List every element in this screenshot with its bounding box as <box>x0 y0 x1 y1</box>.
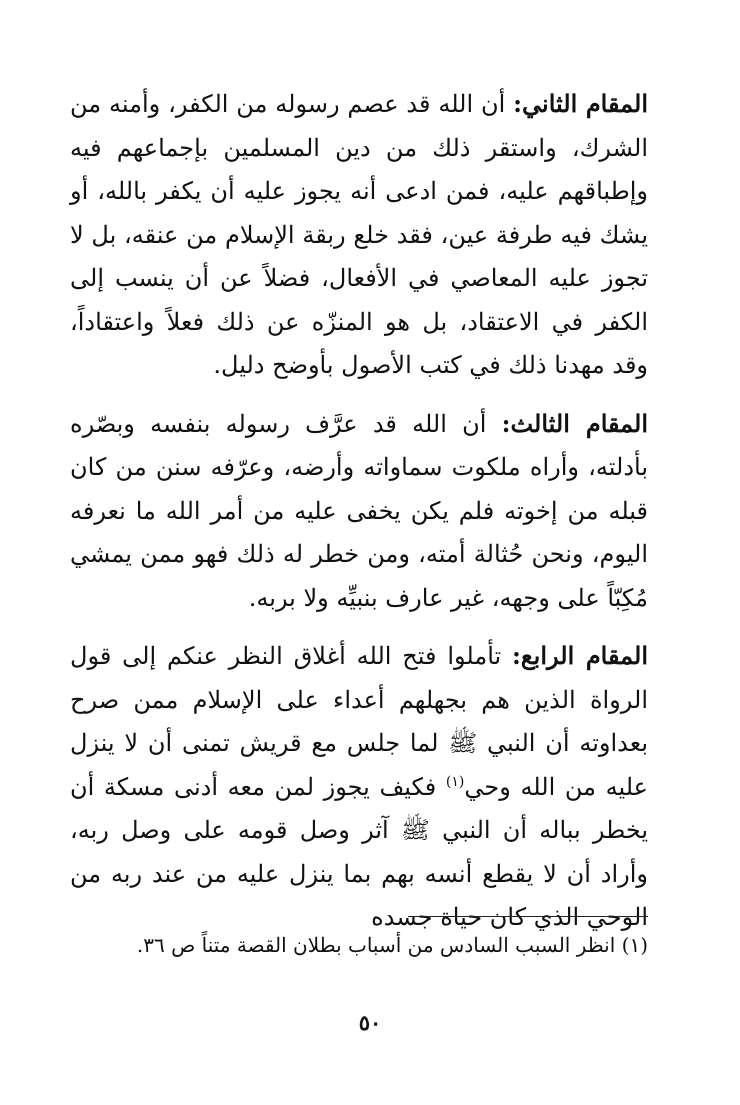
paragraph-heading: المقام الثالث: <box>501 408 649 438</box>
paragraph-body: أن الله قد عرَّف رسوله بنفسه وبصّره بأدلته، وأراه ملكوت سماواته وأرضه، وعرّفه سنن من كان قبله من إخوته فلم يكن يخفى عليه من أمر الله ما نعرفه اليوم، ونحن حُثالة أمته، ومن خطر له ذلك فهو ممن يمشي مُكِبّاً على وجهه، غير عارف بنبيِّه ولا بربه. <box>70 409 648 612</box>
paragraph-heading: المقام الرابع: <box>512 641 648 670</box>
paragraph-second-station <box>70 82 648 388</box>
page-number: ٥٠ <box>358 1010 382 1035</box>
footnote-reference[interactable]: (١) <box>445 773 465 790</box>
paragraph-third-station <box>70 402 648 621</box>
paragraph-body: تأملوا فتح الله أغلاق النظر عنكم إلى قول الرواة الذين هم بجهلهم أعداء على الإسلام ممن صرح بعداوته أن النبي ﷺ لما جلس مع قريش تمنى أن لا ينزل عليه من الله وحي <box>70 642 649 801</box>
paragraph-body-continued: فكيف يجوز لمن معه أدنى مسكة أن يخطر بباله أن النبي ﷺ آثر وصل قومه على وصل ربه، وأراد أن لا يقطع أنسه بهم بما ينزل عليه من عند ربه من الوحي الذي كان حياة جسده <box>70 772 648 931</box>
footnote-divider <box>408 916 648 917</box>
paragraph-fourth-station <box>70 634 648 940</box>
footnote: (١) انظر السبب السادس من أسباب بطلان القصة متناً ص ٣٦. <box>136 933 648 957</box>
main-text <box>70 82 648 954</box>
paragraph-body: أن الله قد عصم رسوله من الكفر، وأمنه من الشرك، واستقر ذلك من دين المسلمين بإجماعهم فيه وإطباقهم عليه، فمن ادعى أنه يجوز عليه أن يكفر بالله، أو يشك فيه طرفة عين، فقد خلع ربقة الإسلام من عنقه، بل لا تجوز عليه المعاصي في الأفعال، فضلاً عن أن ينسب إلى الكفر في الاعتقاد، بل هو المنزّه عن ذلك فعلاً واعتقاداً، وقد مهدنا ذلك في كتب الأصول بأوضح دليل. <box>70 90 649 379</box>
paragraph-heading: المقام الثاني: <box>513 89 648 118</box>
